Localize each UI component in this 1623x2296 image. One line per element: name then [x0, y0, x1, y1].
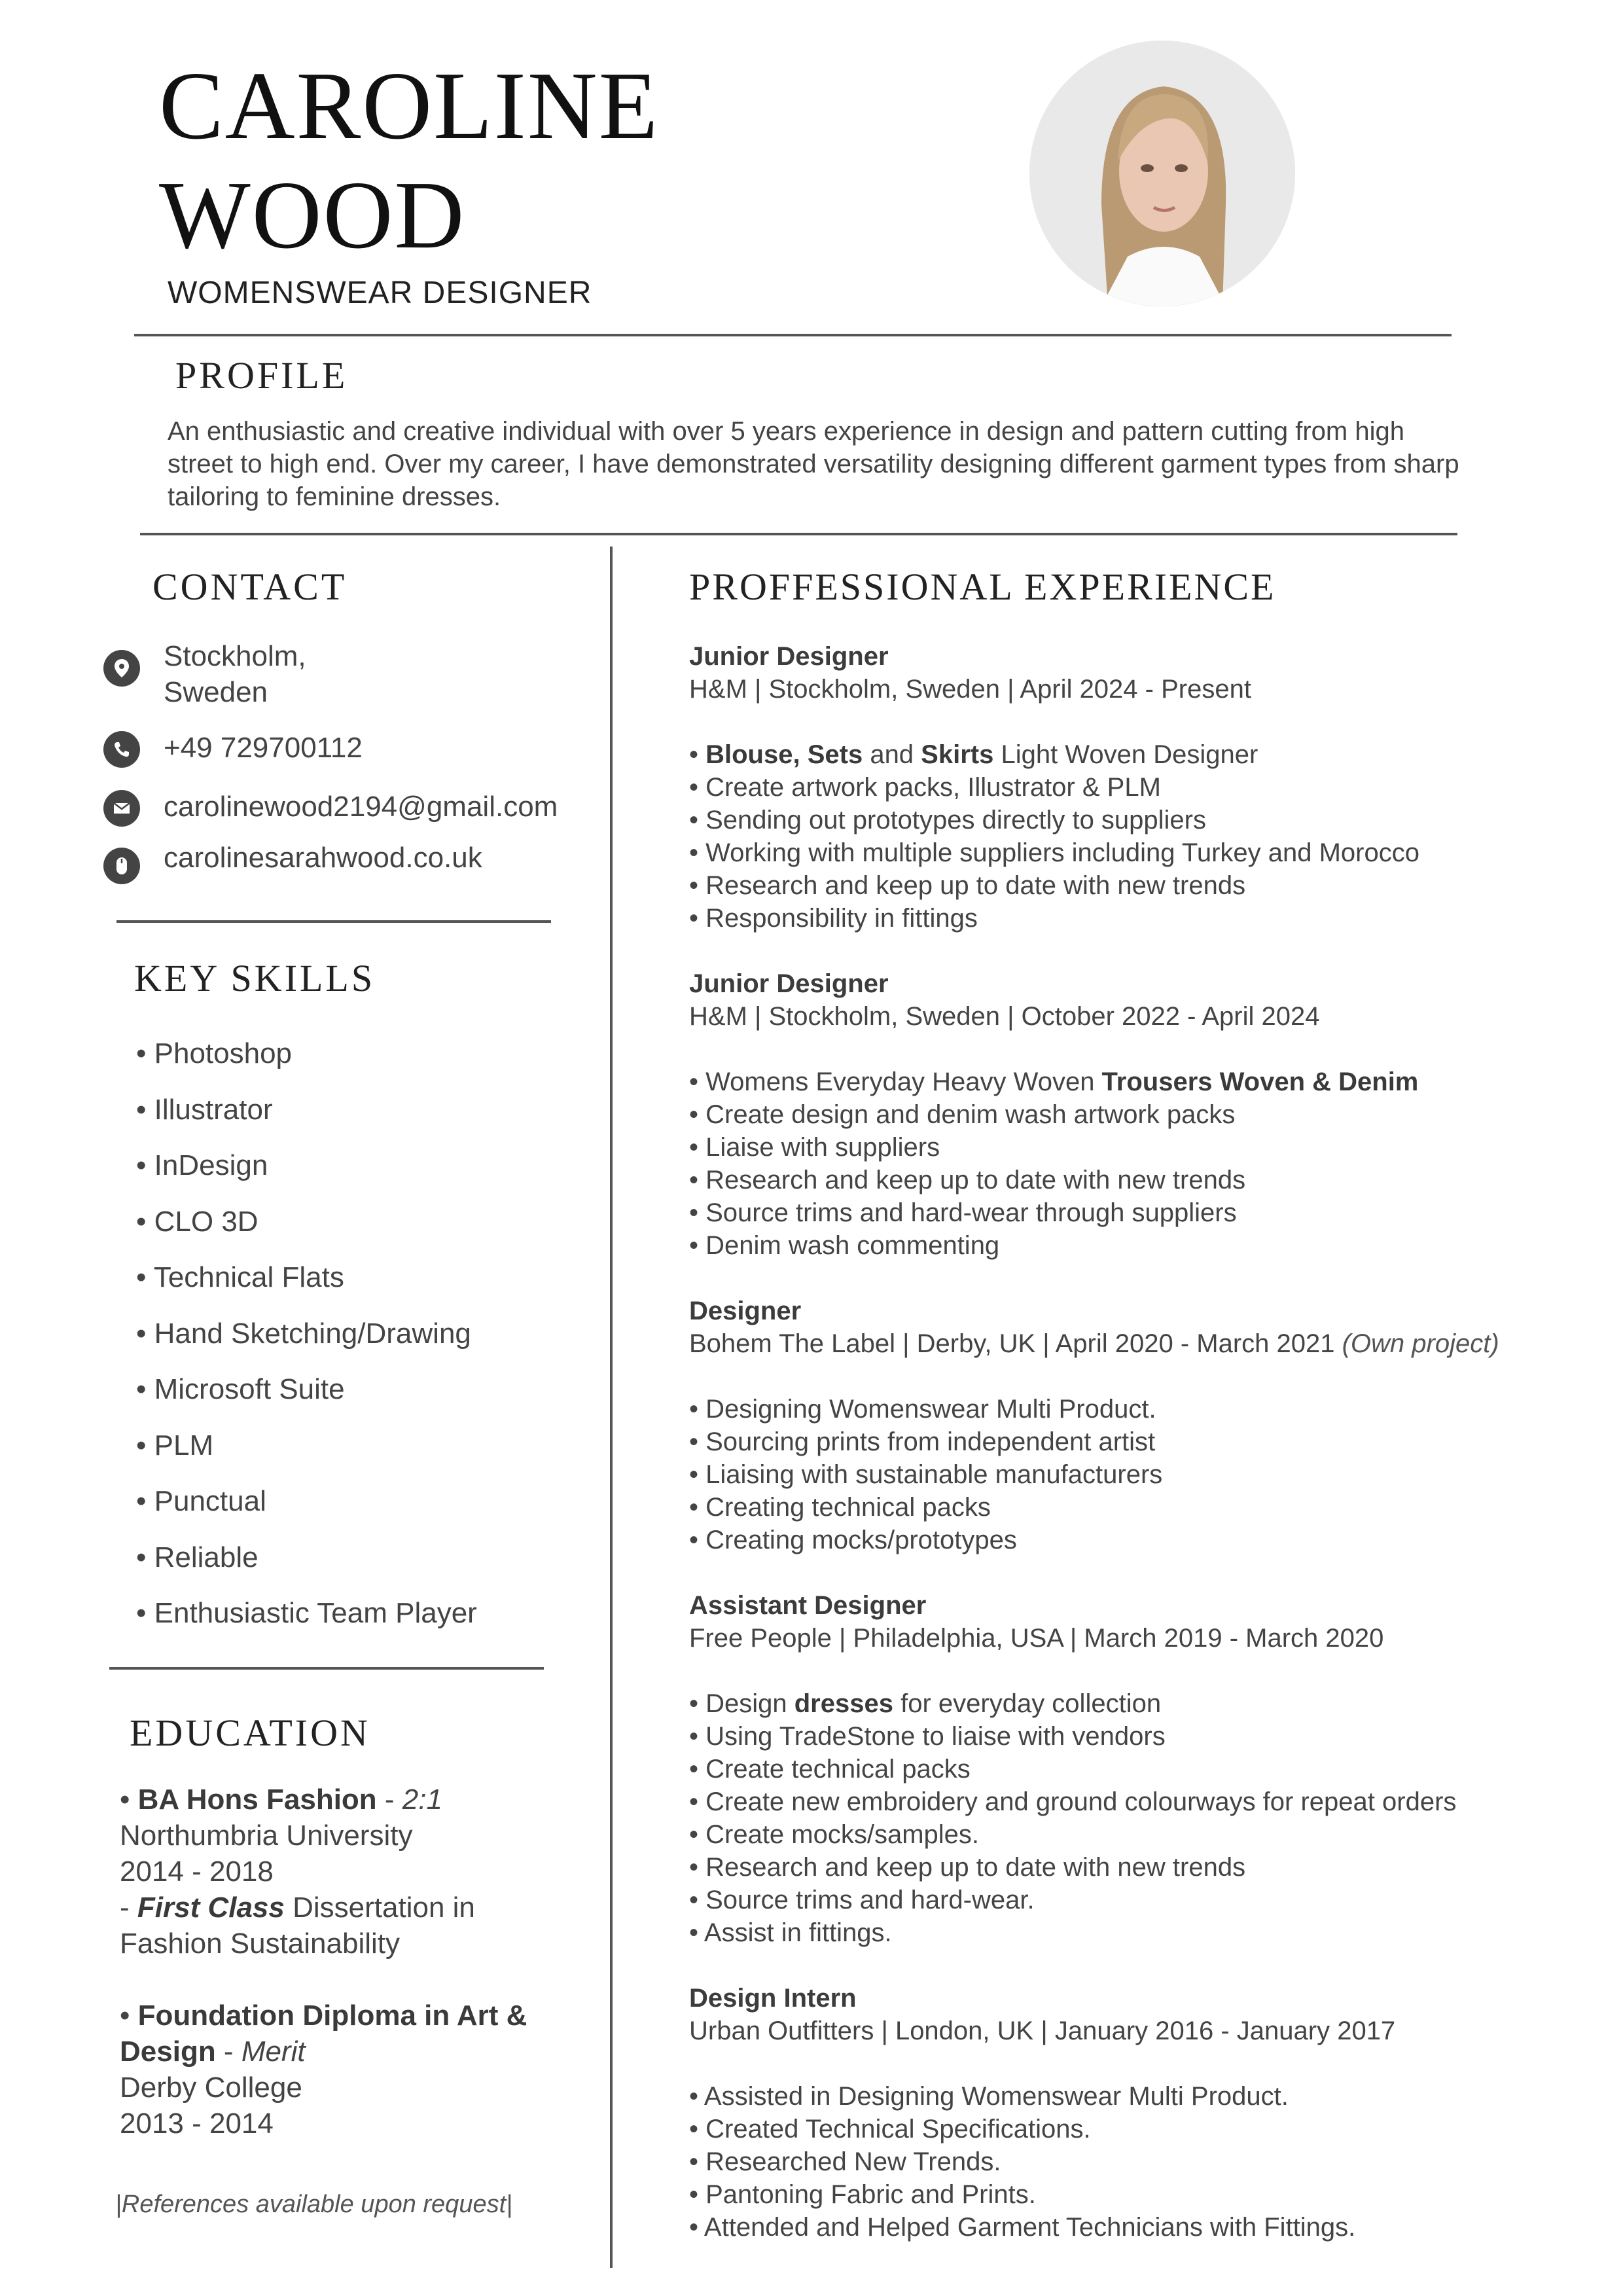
job-bullet: • Sourcing prints from independent artist [689, 1427, 1156, 1456]
job-bullet: • Create artwork packs, Illustrator & PLM [689, 773, 1161, 802]
job-title: Assistant Designer [689, 1591, 927, 1620]
contact-phone[interactable] [103, 731, 363, 768]
job-bullet: • Sending out prototypes directly to suppliers [689, 806, 1206, 834]
contact-divider [116, 920, 551, 923]
skill-item: • Illustrator [136, 1093, 273, 1126]
degree-2-title-line-2: Design - Merit [120, 2036, 306, 2068]
job-title: Junior Designer [689, 969, 889, 998]
skill-item: • Enthusiastic Team Player [136, 1597, 477, 1629]
header-divider [134, 334, 1452, 336]
experience-list [689, 640, 1605, 2244]
degree-1-title: BA Hons Fashion [137, 1784, 377, 1816]
skill-item: • Punctual [136, 1485, 266, 1517]
job-bullet: • Created Technical Specifications. [689, 2115, 1091, 2144]
job-bullet: • Create new embroidery and ground colourways for repeat orders [689, 1787, 1457, 1816]
job-bullet: • Research and keep up to date with new trends [689, 1853, 1246, 1882]
degree-1-note: - First Class Dissertation in [120, 1892, 475, 1924]
website-url[interactable]: carolinesarahwood.co.uk [164, 842, 482, 874]
phone-number[interactable]: +49 729700112 [164, 732, 363, 764]
job-meta: H&M | Stockholm, Sweden | October 2022 - April 2024 [689, 1002, 1320, 1031]
degree-1-title-line: • BA Hons Fashion - 2:1 [120, 1784, 442, 1816]
job-bullet: • Research and keep up to date with new trends [689, 1166, 1246, 1194]
location-city: Stockholm, [164, 640, 306, 672]
email-address[interactable]: carolinewood2194@gmail.com [164, 791, 558, 823]
mouse-icon [103, 848, 140, 884]
skills-divider [109, 1667, 544, 1670]
degree-2-grade: Merit [241, 2036, 306, 2068]
education-list [120, 1782, 578, 2142]
profile-divider [140, 533, 1457, 535]
column-divider [610, 547, 613, 2268]
job-bullet: • Responsibility in fittings [689, 904, 978, 933]
degree-1-school: Northumbria University [120, 1820, 413, 1852]
skill-item: • InDesign [136, 1149, 268, 1181]
degree-2-years: 2013 - 2014 [120, 2108, 274, 2140]
job-meta: Bohem The Label | Derby, UK | April 2020 - March 2021 (Own project) [689, 1329, 1499, 1358]
job-bullet: • Creating mocks/prototypes [689, 1526, 1017, 1554]
skill-item: • Hand Sketching/Drawing [136, 1317, 471, 1350]
job-title: Design Intern [689, 1984, 857, 2013]
job-bullet: • Assisted in Designing Womenswear Multi Product. [689, 2082, 1289, 2111]
job-role: WOMENSWEAR DESIGNER [168, 276, 592, 310]
job-meta: Free People | Philadelphia, USA | March 2019 - March 2020 [689, 1624, 1384, 1653]
degree-1-years: 2014 - 2018 [120, 1856, 274, 1888]
job-bullet: • Assist in fittings. [689, 1918, 892, 1947]
job-meta: H&M | Stockholm, Sweden | April 2024 - Present [689, 675, 1251, 704]
job-bullet: • Source trims and hard-wear. [689, 1886, 1035, 1914]
job-bullet: • Source trims and hard-wear through suppliers [689, 1198, 1237, 1227]
envelope-icon [103, 790, 140, 827]
job-bullet: • Create design and denim wash artwork packs [689, 1100, 1236, 1129]
skill-item: • Reliable [136, 1541, 259, 1573]
job-bullet: • Researched New Trends. [689, 2147, 1001, 2176]
job-bullet: • Attended and Helped Garment Technicians with Fittings. [689, 2213, 1356, 2242]
job-bullet: • Denim wash commenting [689, 1231, 1000, 1260]
job-lead-bullet: • Blouse, Sets and Skirts Light Woven Designer [689, 740, 1258, 769]
contact-heading: CONTACT [152, 565, 348, 608]
skill-item: • CLO 3D [136, 1205, 259, 1238]
degree-1-note-cont: Fashion Sustainability [120, 1928, 401, 1960]
job-meta: Urban Outfitters | London, UK | January 2016 - January 2017 [689, 2017, 1396, 2045]
profile-photo [1029, 41, 1295, 306]
job-lead-bullet: • Design dresses for everyday collection [689, 1689, 1162, 1718]
job-title: Junior Designer [689, 642, 889, 671]
job-bullet: • Liaise with suppliers [689, 1133, 940, 1162]
degree-2-school: Derby College [120, 2072, 302, 2104]
skill-item: • Microsoft Suite [136, 1373, 345, 1405]
contact-website[interactable] [103, 842, 482, 884]
job-bullet: • Research and keep up to date with new trends [689, 871, 1246, 900]
degree-1-grade: 2:1 [402, 1784, 442, 1816]
degree-2-title-line: • Foundation Diploma in Art & [120, 2000, 527, 2032]
job-bullet: • Pantoning Fabric and Prints. [689, 2180, 1036, 2209]
degree-2-title: Foundation Diploma in Art & [137, 2000, 527, 2032]
job-bullet: • Create technical packs [689, 1755, 971, 1784]
job-bullet: • Creating technical packs [689, 1493, 991, 1522]
skill-item: • Technical Flats [136, 1261, 344, 1293]
experience-heading: PROFFESSIONAL EXPERIENCE [689, 565, 1276, 608]
education-heading: EDUCATION [130, 1712, 370, 1754]
references-note: |References available upon request| [115, 2191, 513, 2218]
location-country: Sweden [164, 676, 268, 708]
profile-heading: PROFILE [175, 354, 348, 397]
job-title: Designer [689, 1297, 802, 1325]
skill-item: • PLM [136, 1429, 214, 1462]
contact-location [103, 640, 306, 710]
map-pin-icon [103, 650, 140, 687]
job-bullet: • Using TradeStone to liaise with vendors [689, 1722, 1166, 1751]
job-bullet: • Liaising with sustainable manufacturers [689, 1460, 1163, 1489]
job-bullet: • Working with multiple suppliers including Turkey and Morocco [689, 838, 1419, 867]
profile-text: An enthusiastic and creative individual with over 5 years experience in design and pattern cutting from high street to high end. Over my career, I have demonstrated versatility designing different garment types from sharp tailoring to feminine dresses. [168, 417, 1459, 511]
skills-heading: KEY SKILLS [134, 957, 376, 999]
name-line-1: CAROLINE [159, 52, 660, 160]
job-lead-bullet: • Womens Everyday Heavy Woven Trousers Woven & Denim [689, 1067, 1419, 1096]
job-bullet: • Create mocks/samples. [689, 1820, 980, 1849]
phone-icon [103, 731, 140, 768]
job-bullet: • Designing Womenswear Multi Product. [689, 1395, 1156, 1424]
skill-item: • Photoshop [136, 1037, 293, 1069]
skills-list [136, 1036, 477, 1652]
contact-email[interactable] [103, 790, 558, 827]
name-line-2: WOOD [159, 162, 466, 269]
